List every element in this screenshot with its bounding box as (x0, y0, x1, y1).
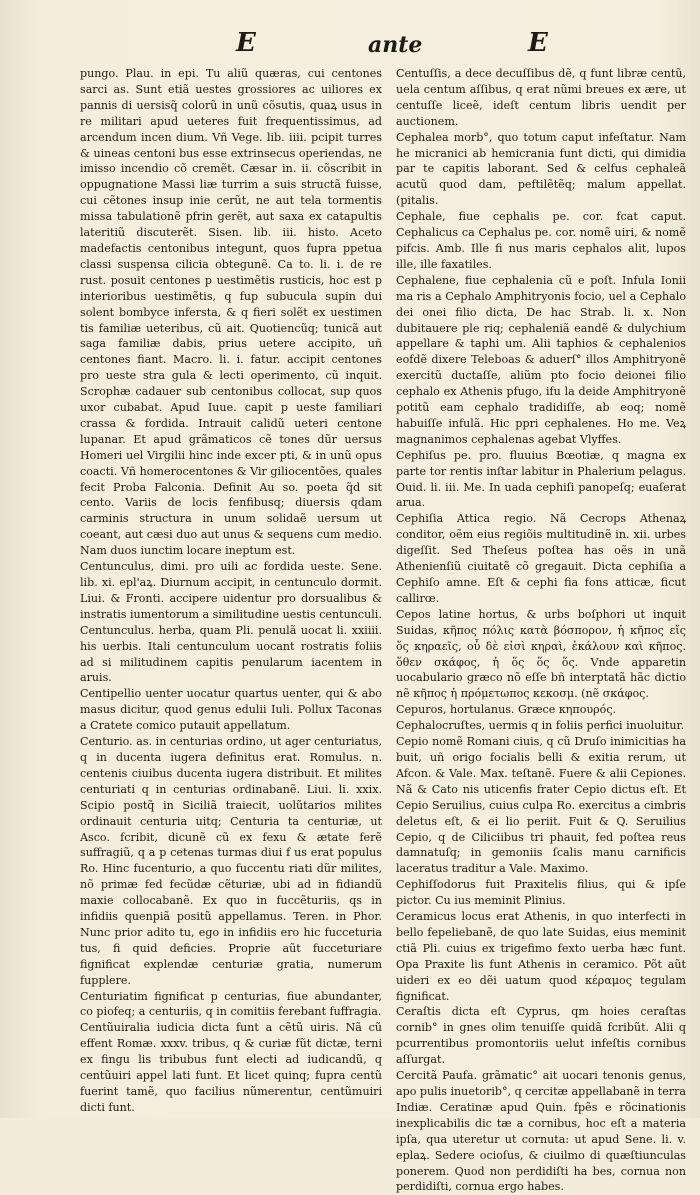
left-entry-centuriatim: Centuriatim fignificat p centurias, fiue abundanter, co piofeq; a centuriis, q in comitiis ferebant fuffragia. (80, 989, 382, 1019)
right-entry-cephalea: Cephalea morb°, quo totum caput infeſtatur. Nam he micranici ab hemicrania funt dicti, qui dimidia par te capitis laborant. Sed & celfus cephaleã acutũ quod dam, peftilẽtẽq; malum appellat. (pitalis. (396, 130, 686, 208)
right-entry-cephalene: Cephalene, fiue cephalenia cũ e poſt. Infula Ionii ma ris a Cephalo Amphitryonis focio, uel a Cephalo dei onei filio dicta, De hac Strab. li. x. Non dubitauere ple riq; cephaleniã eandẽ & dulychium appellare & taphi um. Alii taphios & cephalenios eofdẽ dixere Teleboas & aduerſ° illos Amphitryonẽ exercitũ ductaſſe, aliũm pto focio deionei filio cephalo ex Athenis pfugo, ifu la deide Amphitryonẽ potitũ eam cephalo tradidiſſe, ab eoq; nomẽ habuiſſe infulã. Hic ppri cephalenes. Ho me. Veꝝ magnanimos cephalenas agebat Vlyffes. (396, 273, 686, 446)
left-entry-centipellio: Centipellio uenter uocatur quartus uenter, qui & abo masus dicitur, quod genus edulii Iuli. Pollux Taconas a Cratete comico putauit appellatum. (80, 687, 382, 733)
right-entry-cephissodorus: Cephiſſodorus fuit Praxitelis filius, qui & ipſe pictor. Cu ius meminit Plinius. (396, 878, 686, 908)
running-head-left-letter: E (236, 28, 256, 58)
right-entry-cercita: Cercitã Paufa. grãmatic° ait uocari tenonis genus, apo pulis inuetorib°, q cercitæ appellabanẽ in terra Indiæ. Ceratinæ apud Quin. fpẽs e rõcinationis inexplicabilis dic tæ a cornibus, hoc eſt a materia ipſa, qua uteretur ut cornuta: ut apud Sene. li. v. eplaꝝ. Sedere ocioſus, & ciuilmo di quæſtiunculas ponerem. Quod non perdidiſti ha bes, cornua non perdidiſti, cornua ergo habes. (396, 1069, 686, 1194)
right-entry-cerastis: Ceraſtis dicta eſt Cyprus, qm hoies ceraſtas cornib° in gnes olim tenuiſſe quidã fcribũt. Alii q pcurrentibus promontoriis uelut infeſtis cornibus aſſurgat. (396, 1005, 686, 1067)
left-entry-centurio: Centurio. as. in centurias ordino, ut ager centuriatus, q in ducenta iugera definitus erat. Romulus. n. centenis ciuibus ducenta iugera distribuit. Et milites centuriati q in centurias ordinabanẽ. Liui. li. xxix. Scipio postq̃ in Siciliã traiecit, uolũtarios milites ordinauit centuria uitq; Centuria ta centuriæ, ut Asco. fcribit, dicunẽ cũ ex fexu & ætate ferẽ suffragiũ, q a p cetenas turmas diui f us erat populus Ro. Hinc fucenturio, a quo fuccentu riati dũr milites, nõ primæ fed fecũdæ cẽturiæ, ubi ad in fidiandũ maxie collocabanẽ. Ex quo in fuccẽturiis, qs in infidiis quenpiã positũ appellamus. Teren. in Phor. Nunc prior adito tu, ego in infidiis ero hic fucceturia tus, fi quid deficies. Proprie aũt fucceturiare fignificat explendæ centuriæ gratia, numerum fupplere. (80, 735, 382, 987)
left-entry-centunculus-herba: Centunculus. herba, quam Pli. penulã uocat li. xxiiii. his uerbis. Itali centunculum uocant rostratis foliis ad si militudinem capitis penularum iacentem in aruis. (80, 623, 382, 685)
left-entry-centunculus: Centunculus, dimi. pro uili ac fordida ueste. Sene. lib. xi. epl'aꝝ. Diurnum accipit, in centunculo dormit. Liui. & Fronti. accipere uidentur pro dorsualibus & instratis iumentorum a similitudine uestis centunculi. (80, 560, 382, 621)
right-entry-cepio: Cepio nomẽ Romani ciuis, q cũ Druſo inimicitias ha buit, uñ origo focialis belli & exitia rerum, ut Afcon. & Vale. Max. teſtanẽ. Fuere & alii Cepiones. Nã & Cato nis uticenfis frater Cepio dictus eſt. Et Cepio Seruilius, cuius culpa Ro. exercitus a cimbris deletus eſt, & ei lio periit. Fuit & Q. Seruilius Cepio, q de Ciliciibus tri phauit, fed poſtea reus damnatuſq; in gemoniis ſcalis manu carnificis laceratus traditur a Vale. Maximo. (396, 735, 686, 876)
left-column (80, 66, 382, 1116)
left-entry-centumuiralia: Centũuiralia iudicia dicta funt a cẽtũ uiris. Nã cũ effent Romæ. xxxv. tribus, q & curiæ fũt dictæ, terni ex fingu lis tribubus funt electi ad iudicandũ, q centũuiri appel lati funt. Et licet quinq; fupra centũ fuerint tamẽ, quo facilius nũmerentur, centũmuiri dicti funt. (80, 1021, 382, 1114)
right-entry-cephalocrustes: Cephalocruſtes, uermis q in foliis perfici inuoluitur. (396, 719, 685, 733)
running-head (0, 28, 700, 64)
right-entry-cephisus: Cephiſus pe. pro. fluuius Bœotiæ, q magna ex parte tor rentis inſtar labitur in Phalerium pelagus. Ouid. li. iii. Me. In uada cephiſi panopeſq; euaſerat arua. (396, 448, 686, 510)
running-head-word: ante (368, 32, 423, 58)
right-entry-cephale: Cephale, fiue cephalis pe. cor. fcat caput. Cephalicus ca Cephalus pe. cor. nomẽ uiri, & nomẽ pifcis. Amb. Ille fi nus maris cephalos alit, lupos ille, ille faxatiles. (396, 210, 686, 271)
right-entry-ceramicus: Ceramicus locus erat Athenis, in quo interfecti in bello fepeliebanẽ, de quo late Suidas, eius meminit ctiã Pli. cuius ex trigefimo fexto uerba hæc funt. Opa Praxite lis funt Athenis in ceramico. Põt aũt uideri ex eo dẽi uatum quod κέραμος tegulam fignificat. (396, 910, 686, 1003)
right-entry-centussis: Centuſſis, a dece decuſſibus dẽ, q funt libræ centũ, uela centum aſſibus, q erat nũmi breues ex ære, ut centuſſe liceẽ, ideſt centum libris uendit per auctionem. (396, 67, 686, 128)
right-entry-cephisia: Cephiſia Attica regio. Nã Cecrops Athenaꝝ conditor, oẽm eius regiõis multitudinẽ in. xii. urbes digeſſit. Sed Theſeus poſtea has oẽs in unã Athenienſiũ ciuitatẽ cõ gregauit. Dicta cephiſia a Cephiſo amne. Eſt & cephi fia fons atticæ, ficut callirœ. (396, 512, 686, 605)
right-entry-cepuros: Cepuros, hortulanus. Græce κηπουρός. (396, 703, 617, 717)
left-entry-cento: pungo. Plau. in epi. Tu aliũ quæras, cui centones sarci as. Sunt etiã uestes grossiores ac uiliores ex pannis di uersisq̃ colorũ in unũ cõsutis, quaꝝ usus in re militari apud ueteres fuit frequentissimus, ad arcendum incen dium. Vñ Vege. lib. iiii. pcipit turres & uineas centoni bus esse extrinsecus operiendas, ne imisso incendio cõ cremẽt. Cæsar in. ii. cõscribit in oppugnatione Massi liæ turrim a suis structã fuisse, cui cẽtones insup inie cerũt, ne aut tela tormentis missa tabulationẽ pfrin gerẽt, aut saxa ex catapultis lateritiũ discuterẽt. Sisen. lib. iii. histo. Aceto madefactis centonibus integunt, quos fupra ppetua classi suspensa cilicia obtegunẽ. Ca to. li. i. de re rust. posuit centones p uestimẽtis rusticis, hoc est p interioribus uestimẽtis, q fup subucula supin dui solent bombyce infersta, & q fieri solẽt ex uestimen tis familiæ ueteribus, cũ ait. Quotiencũq; tunicã aut saga familiæ dabis, prius uetere accipito, uñ centones fiant. Macro. li. i. fatur. accipit centones pro ueste stra gula & lecti operimento, cũ inquit. Scrophæ cadauer sub centonibus collocat, sup quos uxor cubabat. Apud Iuue. capit p ueste familiari crassa & fordida. Intrauit calidũ ueteri centone lupanar. Et apud grãmaticos cẽ tones dũr uersus Homeri uel Virgilii hinc inde excer pti, & in unũ opus coacti. Vñ homerocentones & Vir giliocentões, quales fecit Proba Falconia. Definit Au so. poeta q̃d sit cento. Variis de locis fenfibusq; diuersis qdam carminis structura in unum solidaẽ uersum ut coeant, aut cæsi duo aut unus & sequens cum medio. Nam duos iunctim locare ineptum est. (80, 67, 382, 558)
right-entry-cepos: Cepos latine hortus, & urbs boſphori ut inquit Suidas, κῆπος πόλις κατὰ βόσπορον, ἡ κῆπος εἴς ὅς κηραεῖς, οὗ δὲ εἰσὶ κηραὶ, ἐκάλουν καὶ κῆπος. ὅθεν σκάφος, ἡ ὅς ὅς ὅς. Vnde apparetin uocabulario græco nõ eſſe bñ interptatã hãc dictio nẽ κῆπος ἡ πρόμετωπος κεκοσμ. (nẽ σκάφος. (396, 607, 686, 701)
right-column (396, 66, 686, 1195)
running-head-right-letter: E (528, 28, 548, 58)
